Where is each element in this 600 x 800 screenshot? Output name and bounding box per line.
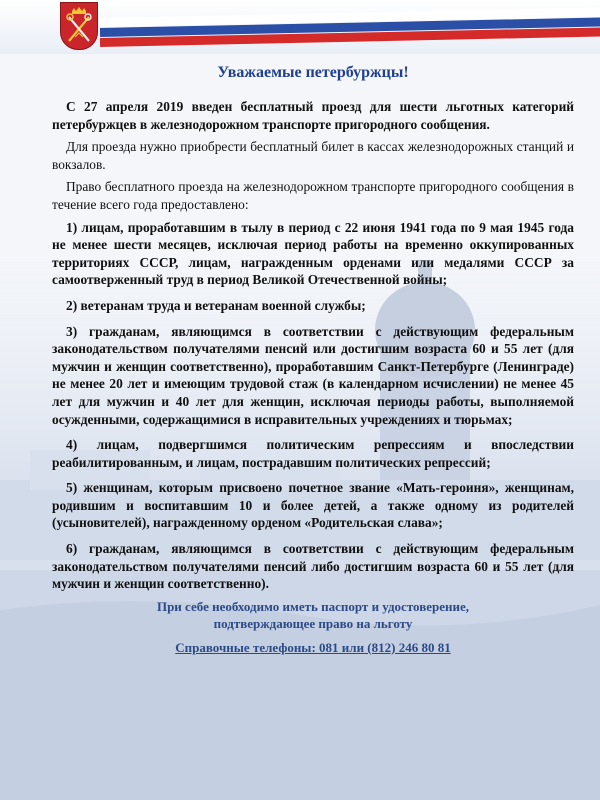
category-4: 4) лицам, подвергшимся политическим репрессиям и впоследствии реабилитированным, и лицам, пострадавшим политических репрессий; [52,437,574,470]
paragraph-ticket: Для проезда нужно приобрести бесплатный билет в кассах железнодорожных станций и вокзалов. [52,139,574,172]
category-3: 3) гражданам, являющимся в соответствии с действующим федеральным законодательством получателями пенсий или достигшим возраста 60 и 55 лет (для мужчин и женщин соответственно), проработавшим Санкт-Петербурге (Ленинграде) не менее 20 лет и имеющим трудовой стаж (в календарном исчислении) не менее 45 лет для мужчин и 40 лет для женщин, исключая периоды работы, выполняемой осужденными, содержащимися в исправительных учреждениях и тюрьмах; [52,323,574,427]
footer-line-1: При себе необходимо иметь паспорт и удостоверение, [156,598,470,614]
category-1: 1) лицам, проработавшим в тылу в период с 22 июня 1941 года по 9 мая 1945 года не менее шести месяцев, исключая период работы на временно оккупированных территориях СССР, лицам, награжденным орденами или медалями СССР за самоотверженный труд в период Великой Отечественной войны; [52,219,574,288]
header-banner [0,0,600,54]
category-2: 2) ветеранам труда и ветеранам военной службы; [66,297,366,313]
spb-coat-of-arms-icon [60,2,98,50]
category-5: 5) женщинам, которым присвоено почетное звание «Мать-героиня», женщинам, родившим и воспитавшим 10 и более детей, а также одному из родителей (усыновителей), награжденному орденом «Родительская слава»; [52,480,574,531]
category-6: 6) гражданам, являющимся в соответствии с действующим федеральным законодательством получателями пенсий либо достигшим возраста 60 и 55 лет (для мужчин и женщин соответственно). [52,541,574,592]
footer-line-2: подтверждающее право на льготу [213,615,413,631]
page-title: Уважаемые петербуржцы! [217,64,409,81]
paragraph-right: Право бесплатного проезда на железнодорожном транспорте пригородного сообщения в течение всего года предоставлено: [52,179,574,212]
notice-body [52,60,574,656]
footer-note [52,598,574,632]
reference-phones: Справочные телефоны: 081 или (812) 246 80 81 [175,639,451,655]
paragraph-intro: С 27 апреля 2019 введен бесплатный проезд для шести льготных категорий петербуржцев в железнодорожном транспорте пригородного сообщения. [52,99,574,132]
